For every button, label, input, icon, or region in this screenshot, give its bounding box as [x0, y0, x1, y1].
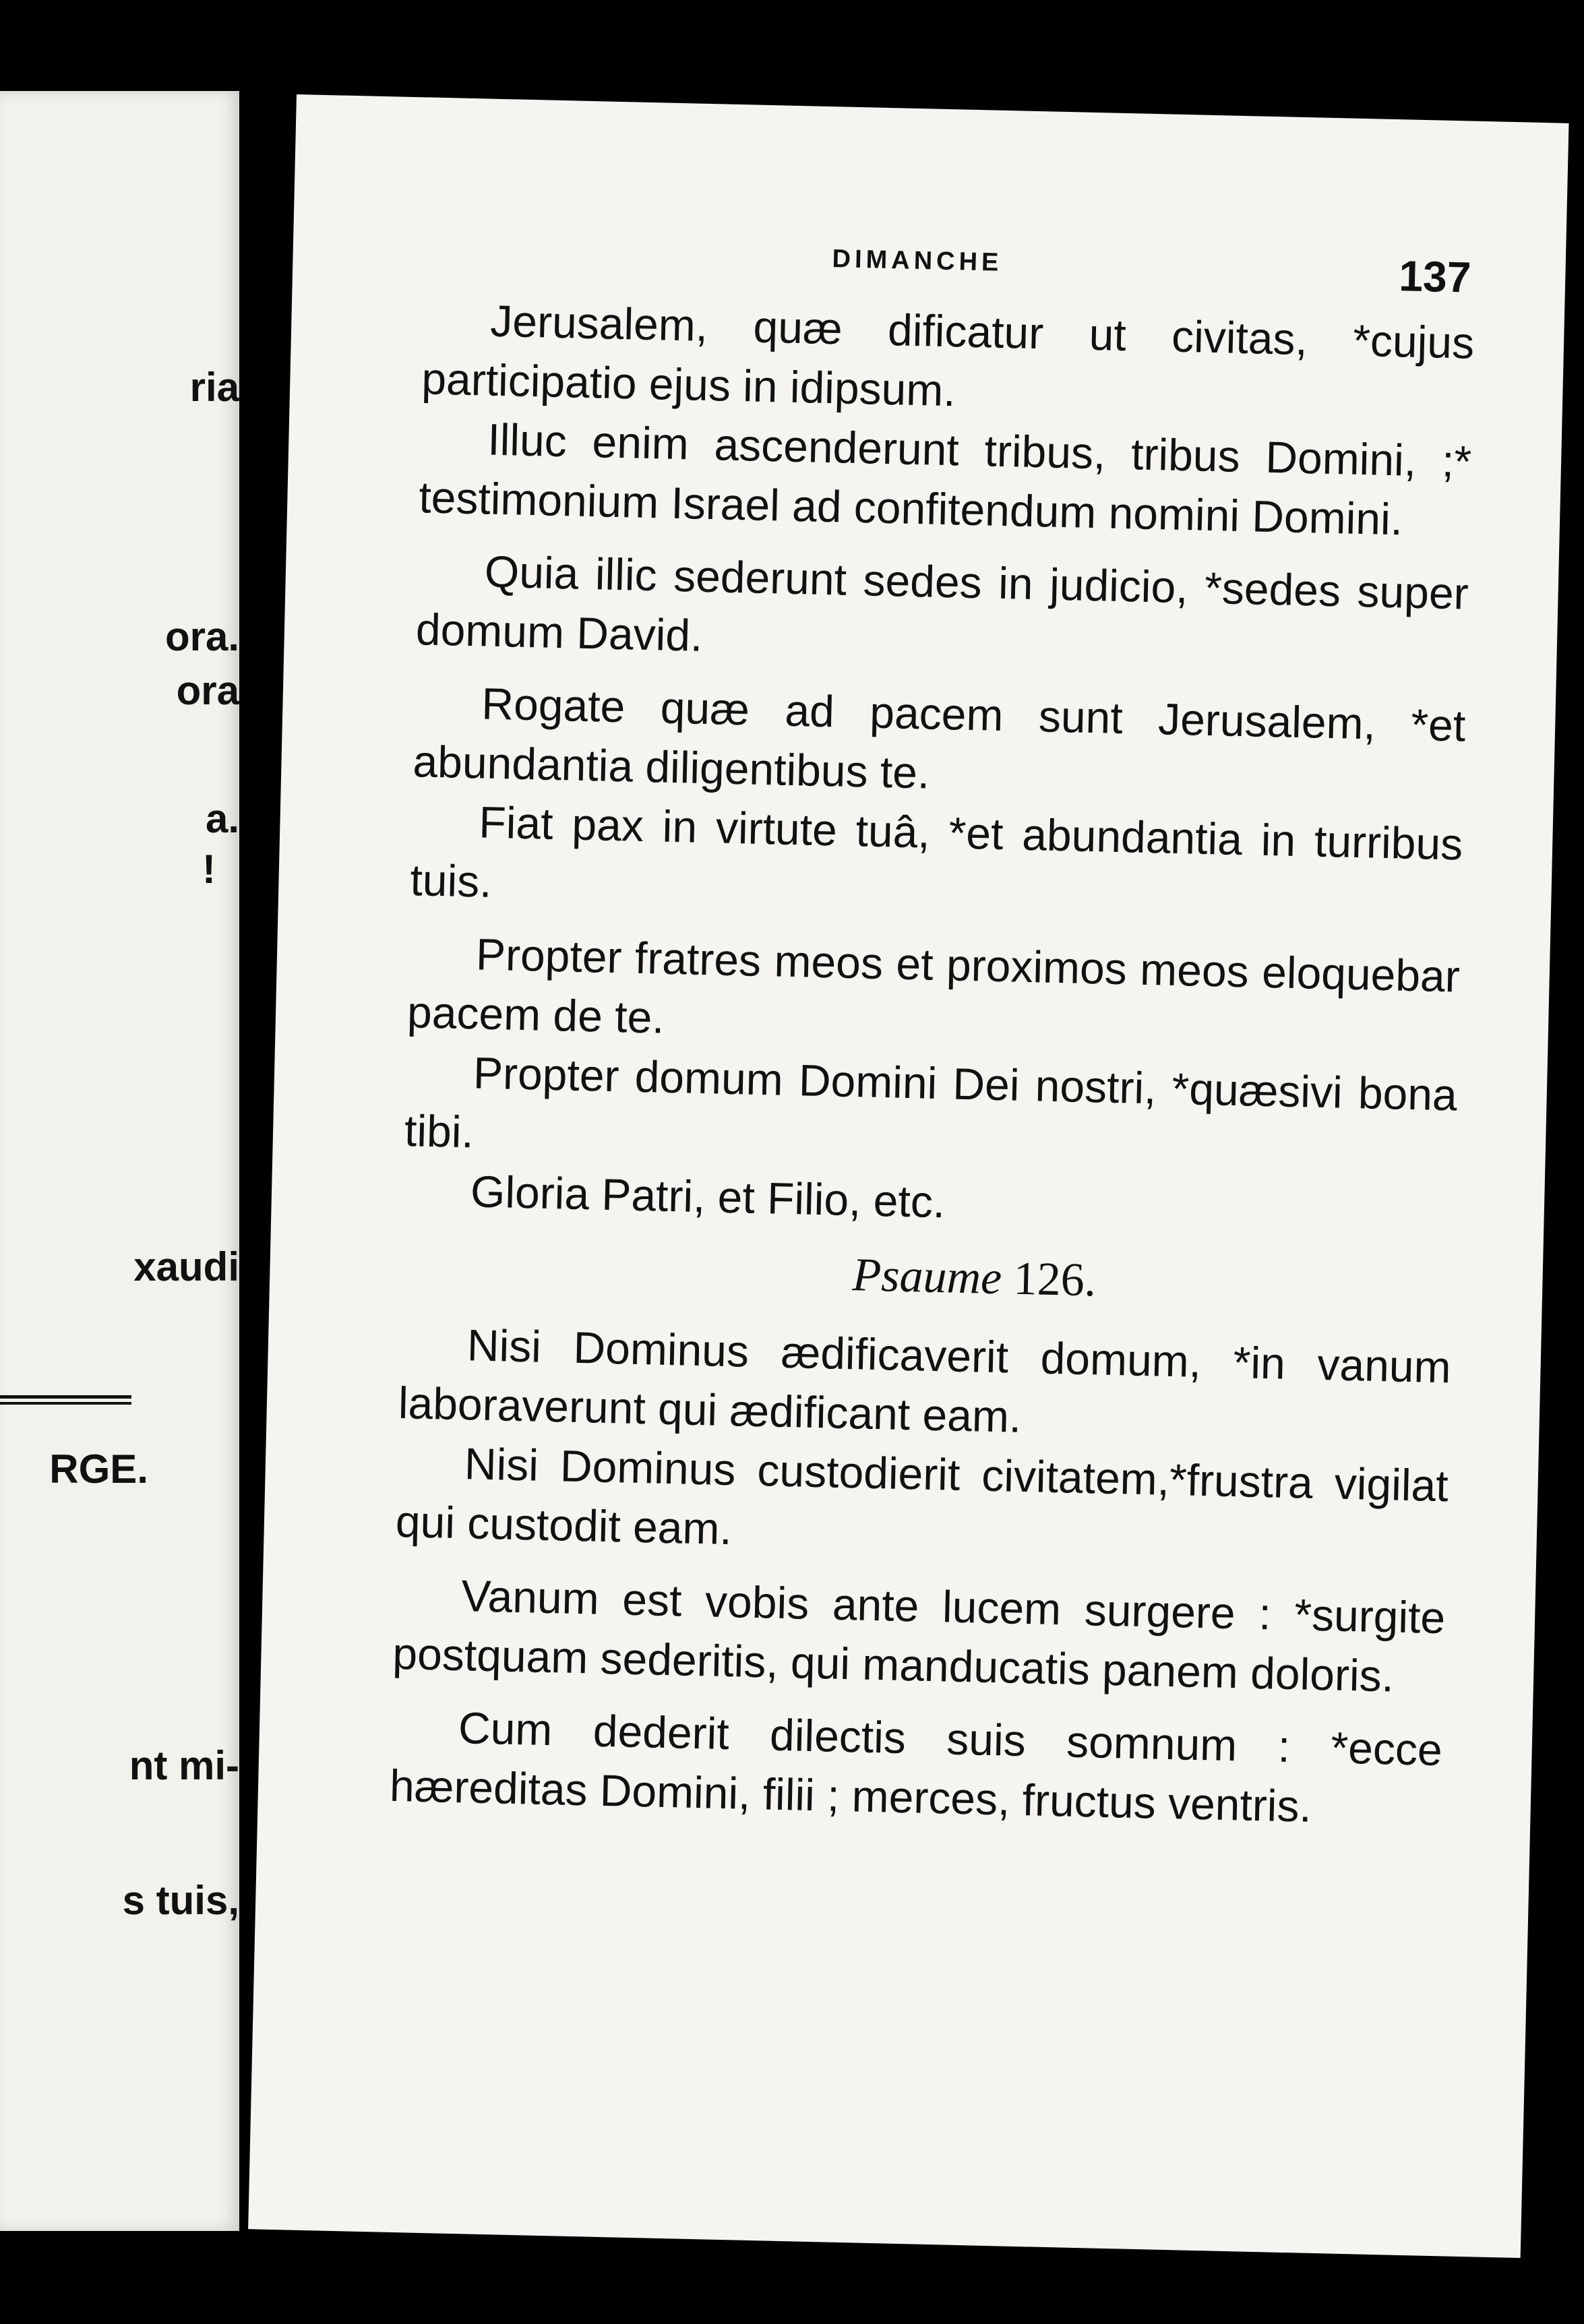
book-page	[248, 94, 1568, 2258]
psalm-text	[389, 289, 1475, 1839]
psalm-heading-number: 126.	[1012, 1252, 1097, 1307]
verse: Illuc enim ascenderunt tribus, tribus Domini, ;* testimonium Israel ad confitendum nomini Domini.	[418, 414, 1472, 545]
left-text-fragment: !	[202, 847, 216, 892]
doxology: Gloria Patri, et Filio, etc.	[470, 1166, 946, 1227]
verse: Propter fratres meos et proximos meos eloquebar pacem de te.	[406, 929, 1461, 1043]
verse: Fiat pax in virtute tuâ, *et abundantia in turribus tuis.	[409, 797, 1464, 907]
verse: Nisi Dominus ædificaverit domum, *in vanum laboraverunt qui ædificant eam.	[398, 1320, 1452, 1442]
left-text-fragment: xaudi	[133, 1244, 239, 1289]
verse: Jerusalem, quæ dificatur ut civitas, *cujus participatio ejus in idipsum.	[421, 295, 1475, 416]
left-text-fragment: ora.	[164, 614, 239, 659]
left-facing-page	[0, 91, 239, 2231]
verse: Nisi Dominus custodierit civitatem,*frustra vigilat qui custodit eam.	[395, 1438, 1449, 1554]
left-text-fragment: RGE.	[49, 1446, 148, 1492]
psalm-heading-label: Psaume	[851, 1249, 1003, 1305]
page-number: 137	[1398, 251, 1472, 302]
running-head-title: DIMANCHE	[832, 245, 1003, 277]
verse: Rogate quæ ad pacem sunt Jerusalem, *et abundantia diligentibus te.	[412, 678, 1467, 798]
verse: Quia illic sederunt sedes in judicio, *sedes super domum David.	[415, 546, 1469, 661]
verse: Vanum est vobis ante lucem surgere : *surgite postquam sederitis, qui manducatis panem doloris.	[392, 1570, 1446, 1701]
left-double-rule	[0, 1395, 131, 1405]
left-text-fragment: s tuis,	[122, 1878, 239, 1923]
left-text-fragment: nt mi-	[129, 1743, 239, 1788]
left-text-fragment: ora	[176, 668, 239, 713]
psalm-heading	[401, 1235, 1454, 1318]
verse: Cum dederit dilectis suis somnum : *ecce hæreditas Domini, filii ; merces, fructus ventris.	[389, 1703, 1443, 1831]
left-text-fragment: a.	[205, 796, 239, 841]
verse: Propter domum Domini Dei nostri, *quæsivi bona tibi.	[404, 1047, 1458, 1157]
left-text-fragment: ria	[189, 365, 239, 410]
